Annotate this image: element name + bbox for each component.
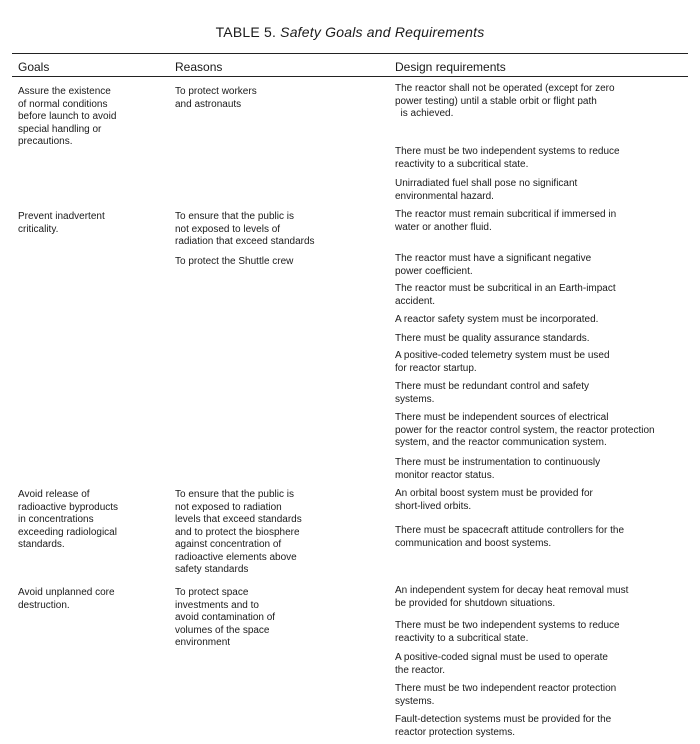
requirement-cell: There must be two independent systems to reduce reactivity to a subcritical state.: [395, 620, 620, 644]
requirement-cell: The reactor must remain subcritical if immersed in water or another fluid.: [395, 209, 617, 233]
top-rule: [12, 53, 688, 54]
requirement-cell: There must be independent sources of electrical power for the reactor control system, the reactor protection system, and the reactor communication system.: [395, 412, 655, 448]
goal-cell: Assure the existence of normal conditions before launch to avoid special handling or precautions.: [18, 86, 117, 147]
requirement-cell: There must be quality assurance standards.: [395, 333, 590, 344]
goal-cell: Avoid unplanned core destruction.: [18, 587, 115, 611]
header-goals: Goals: [18, 60, 50, 74]
header-rule: [12, 76, 688, 77]
header-design-requirements: Design requirements: [395, 60, 506, 74]
requirement-cell: There must be two independent reactor protection systems.: [395, 683, 617, 707]
requirement-cell: A positive-coded signal must be used to operate the reactor.: [395, 652, 608, 676]
requirement-cell: An orbital boost system must be provided for short-lived orbits.: [395, 488, 593, 512]
requirement-cell: There must be instrumentation to continuously monitor reactor status.: [395, 457, 601, 481]
reason-cell: To protect workers and astronauts: [175, 86, 257, 110]
reason-cell: To protect the Shuttle crew: [175, 256, 294, 267]
reason-cell: To ensure that the public is not exposed to radiation levels that exceed standards and to protect the biosphere against concentration of radioactive elements above safety standards: [175, 489, 302, 575]
requirement-cell: Fault-detection systems must be provided for the reactor protection systems.: [395, 714, 612, 738]
header-reasons: Reasons: [175, 60, 223, 74]
requirement-cell: There must be two independent systems to reduce reactivity to a subcritical state.: [395, 146, 620, 170]
reason-cell: To ensure that the public is not exposed to levels of radiation that exceed standards: [175, 211, 315, 247]
table-title: [0, 24, 700, 40]
requirement-cell: There must be redundant control and safety systems.: [395, 381, 590, 405]
goal-cell: Avoid release of radioactive byproducts in concentrations exceeding radiological standards.: [18, 489, 119, 550]
table-number: TABLE 5.: [215, 24, 277, 40]
requirement-cell: A reactor safety system must be incorporated.: [395, 314, 599, 325]
requirement-cell: A positive-coded telemetry system must be used for reactor startup.: [395, 350, 610, 374]
goal-cell: Prevent inadvertent criticality.: [18, 211, 105, 235]
requirement-cell: The reactor shall not be operated (except for zero power testing) until a stable orbit or flight path is achieved.: [395, 83, 615, 119]
requirement-cell: An independent system for decay heat removal must be provided for shutdown situations.: [395, 585, 629, 609]
requirement-cell: There must be spacecraft attitude controllers for the communication and boost systems.: [395, 525, 624, 549]
requirement-cell: The reactor must be subcritical in an Earth-impact accident.: [395, 283, 616, 307]
requirement-cell: Unirradiated fuel shall pose no significant environmental hazard.: [395, 178, 578, 202]
requirement-cell: The reactor must have a significant negative power coefficient.: [395, 253, 592, 277]
reason-cell: To protect space investments and to avoid contamination of volumes of the space environment: [175, 587, 276, 648]
table-caption: Safety Goals and Requirements: [280, 24, 485, 40]
